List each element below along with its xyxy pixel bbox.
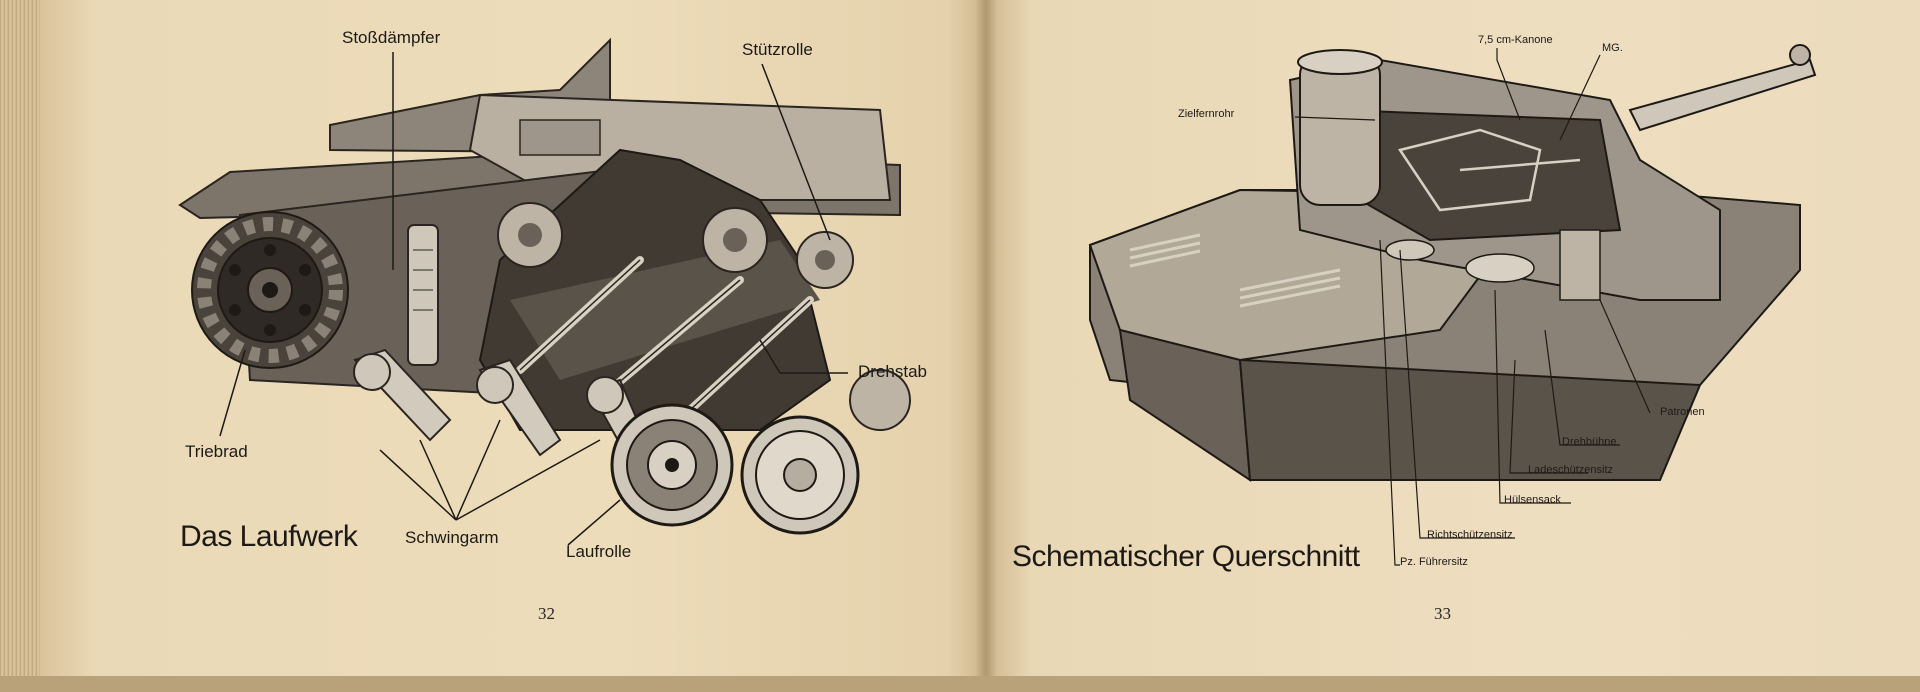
- left-page-number: 32: [538, 604, 555, 623]
- left-page-title: Das Laufwerk: [180, 520, 358, 553]
- label-huelsensack: Hülsensack: [1504, 494, 1561, 506]
- label-stuetzrolle: Stützrolle: [742, 40, 813, 59]
- label-drehbuehne: Drehbühne: [1562, 436, 1617, 448]
- label-fuehrersitz: Pz. Führersitz: [1400, 556, 1468, 568]
- label-zielfernrohr: Zielfernrohr: [1178, 108, 1235, 120]
- right-page-title: Schematischer Querschnitt: [1012, 540, 1360, 573]
- label-patronen: Patronen: [1660, 406, 1705, 418]
- label-stossdaempfer: Stoßdämpfer: [342, 28, 441, 47]
- label-richtschuetzensitz: Richtschützensitz: [1427, 529, 1513, 541]
- right-page-number: 33: [1434, 604, 1451, 623]
- label-triebrad: Triebrad: [185, 442, 248, 461]
- label-laufrolle: Laufrolle: [566, 542, 632, 561]
- label-kanone: 7,5 cm-Kanone: [1478, 34, 1553, 46]
- label-ladeschuetzensitz: Ladeschützensitz: [1528, 464, 1613, 476]
- label-mg: MG.: [1602, 42, 1623, 54]
- label-drehstab: Drehstab: [858, 362, 927, 381]
- label-schwingarm: Schwingarm: [405, 528, 499, 547]
